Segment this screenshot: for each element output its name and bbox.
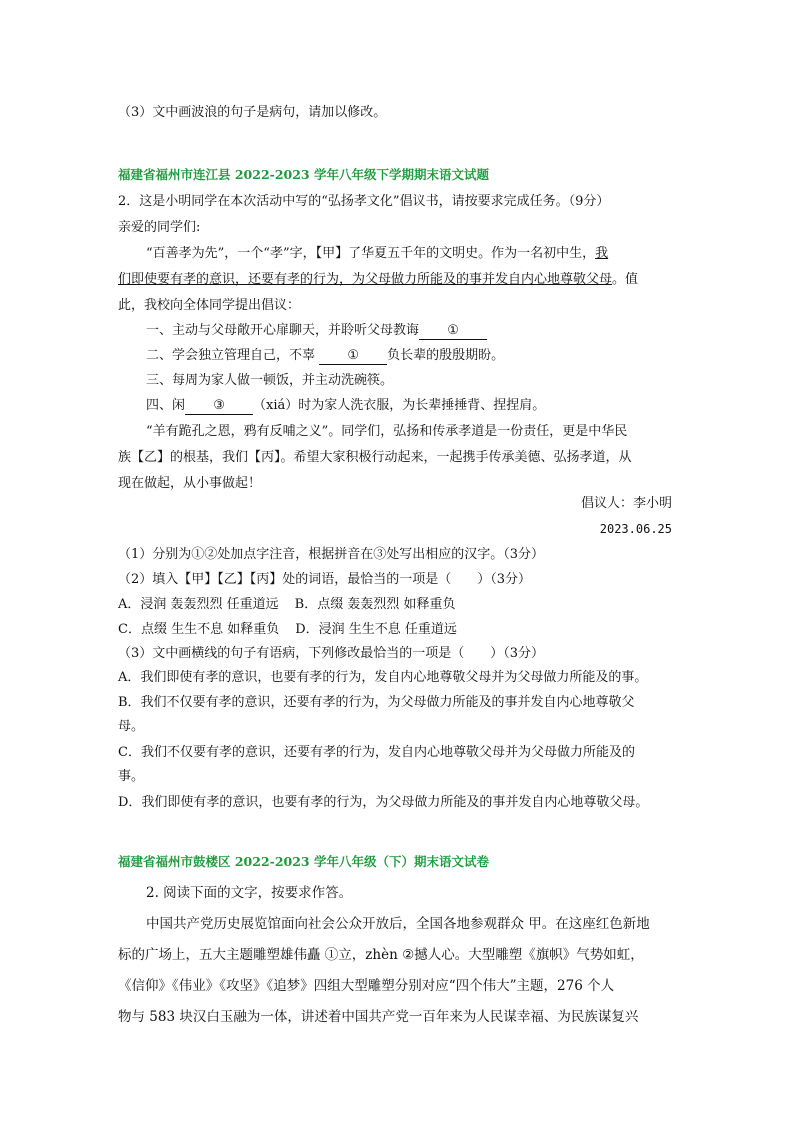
- fill-blank-2: ①: [319, 348, 387, 365]
- proposal-item-1: 一、主动与父母敞开心扉聊天，并聆听父母教诲 ①: [146, 322, 487, 340]
- subquestion-1: （1）分别为①②处加点字注音，根据拼音在③处写出相应的汉字。（3分）: [118, 547, 545, 562]
- paragraph-2-line-2: 族【乙】的根基，我们【丙】。希望大家积极行动起来，一起携手传承美德、弘扬孝道，从: [118, 450, 632, 465]
- letter-greeting: 亲爱的同学们:: [118, 220, 201, 235]
- blank-marker-2: ②: [402, 947, 415, 963]
- proposal-item-3: 三、每周为家人做一顿饭，并主动洗碗筷。: [146, 373, 394, 388]
- paragraph-2-line-3: 现在做起，从小事做起！: [118, 476, 262, 491]
- underlined-sentence: 们即使要有孝的意识，还要有孝的行为，为父母做力所能及的事并发自内心地尊敬父母: [118, 272, 613, 287]
- letter-date: 2023.06.25: [599, 522, 672, 536]
- section-2-source-title: 福建省福州市鼓楼区 2022-2023 学年八年级（下）期末语文试卷: [118, 854, 489, 869]
- proposal-item-2: 二、学会独立管理自己，不辜 ① 负长辈的殷殷期盼。: [146, 348, 505, 363]
- choice-b-line-1: B．我们不仅要有孝的意识，还要有孝的行为，为父母做力所能及的事并发自内心地尊敬父: [118, 695, 635, 710]
- underlined-sentence-start: 我: [595, 246, 609, 261]
- choice-b-line-2: 母。: [118, 719, 145, 734]
- question-2-intro-section-2: 2. 阅读下面的文字，按要求作答。: [146, 885, 353, 901]
- choice-c-line-1: C．我们不仅要有孝的意识，还要有孝的行为，发自内心地尊敬父母并为父母做力所能及的: [118, 745, 635, 760]
- letter-signer: 倡议人：李小明: [580, 496, 672, 511]
- question-3-previous: （3）文中画波浪的句子是病句，请加以修改。: [118, 105, 387, 120]
- option-a: A．浸润 轰轰烈烈 任重道远: [118, 597, 279, 612]
- subquestion-2: （2）填入【甲】【乙】【丙】处的词语，最恰当的一项是（ ）（3分）: [118, 572, 532, 587]
- subquestion-2-options-cd: [118, 621, 457, 639]
- proposal-item-4: 四、闲 ③ （xiá）时为家人洗衣服，为长辈捶捶背、捏捏肩。: [146, 398, 546, 413]
- question-2-intro: 2．这是小明同学在本次活动中写的“弘扬孝文化”倡议书，请按要求完成任务。（9分）: [118, 194, 610, 209]
- paragraph-2-line-1: “羊有跪孔之恩，鸦有反哺之义”。同学们，弘扬和传承孝道是一份责任，更是中华民: [146, 424, 628, 439]
- section-1-source-title: 福建省福州市连江县 2022-2023 学年八年级下学期期末语文试题: [118, 167, 489, 182]
- paragraph-1-line-1: “百善孝为先”，一个“孝”字，【甲】了华夏五千年的文明史。作为一名初中生，我: [146, 246, 609, 261]
- reading-line-2: 标的广场上，五大主题雕塑雄伟矗 ①立，zhèn ②撼人心。大型雕塑《旗帜》气势如虹，: [118, 947, 644, 963]
- subquestion-3: （3）文中画横线的句子有语病，下列修改最恰当的一项是（ ）（3分）: [118, 646, 545, 661]
- option-d: D．浸润 生生不息 任重道远: [295, 622, 457, 637]
- paragraph-1-line-3: 此，我校向全体同学提出倡议：: [118, 298, 301, 313]
- choice-c-line-2: 事。: [118, 769, 145, 784]
- reading-line-4: 物与 583 块汉白玉融为一体，讲述着中国共产党一百年来为人民谋幸福、为民族谋复兴: [118, 1009, 639, 1025]
- fill-blank-1: ①: [419, 323, 487, 340]
- option-b: B．点缀 轰轰烈烈 如释重负: [294, 597, 456, 612]
- subquestion-2-options-ab: [118, 596, 455, 614]
- option-c: C．点缀 生生不息 如释重负: [118, 622, 280, 637]
- reading-line-3: 《信仰》《伟业》《攻坚》《追梦》四组大型雕塑分别对应“四个伟大”主题，276 个人: [118, 978, 615, 994]
- choice-a: A．我们即使有孝的意识，也要有孝的行为，发自内心地尊敬父母并为父母做力所能及的事。: [118, 670, 648, 685]
- blank-marker-1: ①: [324, 947, 339, 963]
- reading-line-1: 中国共产党历史展览馆面向社会公众开放后，全国各地参观群众 甲。在这座红色新地: [146, 916, 650, 932]
- choice-d: D．我们即使有孝的意识，也要有孝的行为，为父母做力所能及的事并发自内心地尊敬父母。: [118, 795, 649, 810]
- fill-blank-3: ③: [185, 398, 253, 415]
- paragraph-1-line-2: 们即使要有孝的意识，还要有孝的行为，为父母做力所能及的事并发自内心地尊敬父母。值: [118, 272, 639, 287]
